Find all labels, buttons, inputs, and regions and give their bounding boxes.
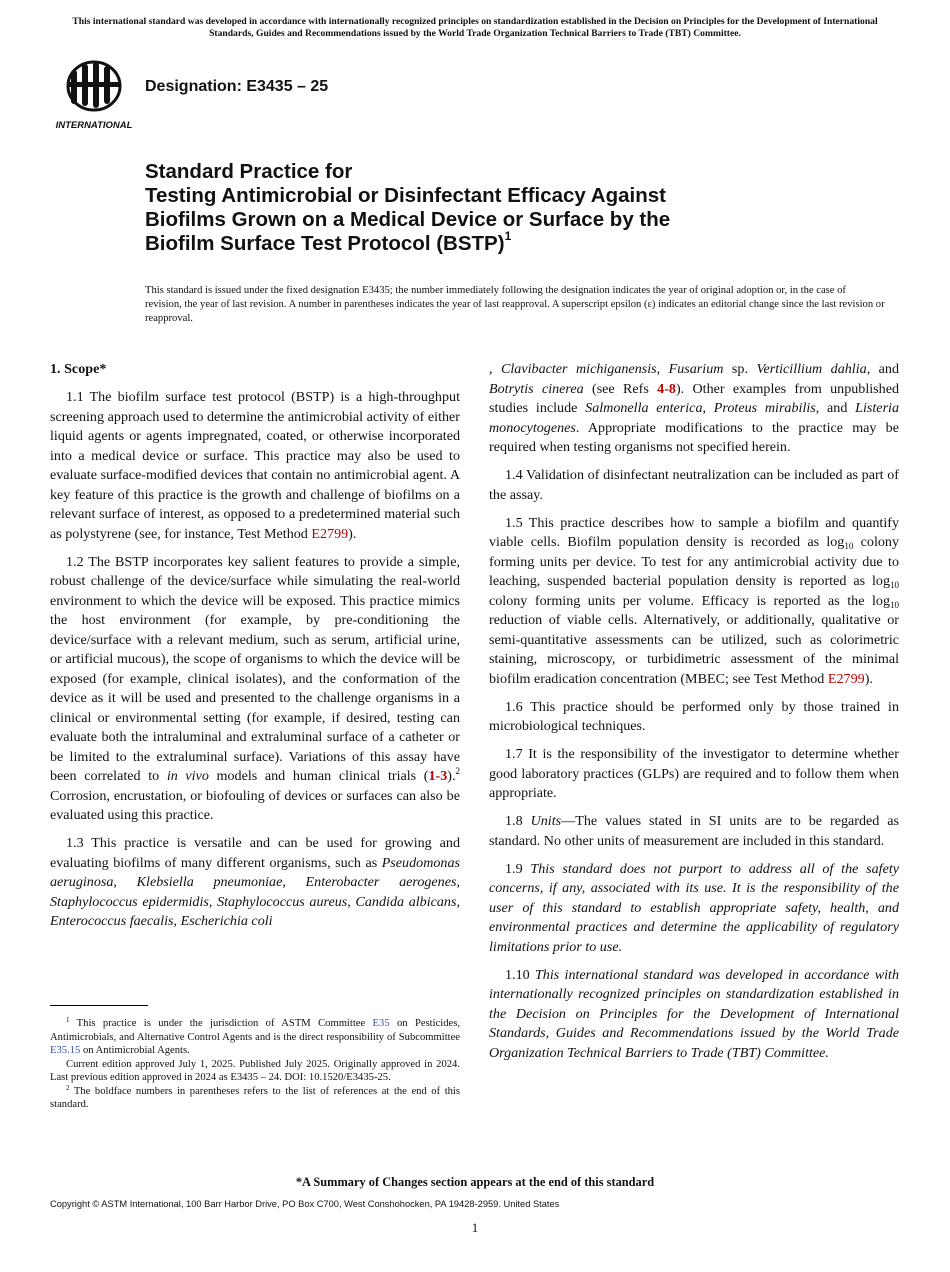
- section-heading: 1. Scope*: [50, 361, 107, 377]
- paragraph-1-4: 1.4 Validation of disinfectant neutralization can be included as part of the assay.: [489, 467, 899, 503]
- footnote-divider: [50, 1005, 148, 1006]
- paragraph-1-3-cont: , Clavibacter michiganensis, Fusarium sp. Verticillium dahlia, and Botrytis cinerea (see Refs 4-8). Other examples from unpublished studies include Salmonella enterica, Proteus mirabilis, and Listeria monocytogenes. Appropriate modifications to the practice may be required when testing organisms not specified herein.: [489, 361, 900, 455]
- document-title: [145, 160, 845, 256]
- logo-text: INTERNATIONAL: [55, 120, 133, 131]
- paragraph-1-9: 1.9 This standard does not purport to address all of the safety concerns, if any, associated with its use. It is the responsibility of the user of this standard to establish appropriate safety, health, and environmental practices and determine the applicability of regulatory limitations prior to use.: [489, 860, 900, 955]
- paragraph-1-3-start: 1.3 This practice is versatile and can be used for growing and evaluating biofilms of many different organisms, such as Pseudomonas aeruginosa, Klebsiella pneumoniae, Enterobacter aerogenes, Staphylococcus epidermidis, Staphylococcus aureus, Candida albicans, Enterococcus faecalis, Escherichia coli: [50, 835, 460, 929]
- title-line-1: Standard Practice for: [145, 160, 353, 183]
- paragraph-1-1: 1.1 The biofilm surface test protocol (BSTP) is a high-throughput screening approach used to determine the antimicrobial activity of either liquid agents or agents impregnated, coated, or otherwise incorporated into a medical device or surface. This practice may also be used to evaluate surface-modified devices that contain no antimicrobial agent. A key feature of this practice is the growth and challenge of biofilms on a relevant surface of interest, as opposed to a predetermined material such as polystyrene (see, for instance, Test Method E2799).: [50, 389, 460, 542]
- copyright: Copyright © ASTM International, 100 Barr Harbor Drive, PO Box C700, West Conshohocken, PA 19428-2959. United States: [50, 1199, 560, 1209]
- tbt-banner: This international standard was developed in accordance with internationally recognized principles on standardization established in the Decision on Principles for the Development of International Standards, Guides and Recommendations issued by the World Trade Organization Technical Barriers to Trade (TBT) Committee.: [72, 16, 878, 39]
- title-line-4: Biofilm Surface Test Protocol (BSTP)$^1$: [145, 229, 512, 255]
- issue-statement: This standard is issued under the fixed designation E3435; the number immediately following the designation indicates the year of original adoption or, in the case of revision, the year of last revision. A number in parentheses indicates the year of last reapproval. A superscript epsilon (ε) indicates an editorial change since the last revision or reapproval.: [145, 285, 885, 324]
- paragraph-1-5: 1.5 This practice describes how to sample a biofilm and quantify viable cells. Biofilm population density is recorded as $\log_{10}$ colony forming units per device. To test for any antimicrobial activity due to leaching, suspended bacterial population density is reported as $\log_{10}$ colony forming units per volume. Efficacy is reported as the $\log_{10}$ reduction of viable cells. Alternatively, or additionally, qualitative or semi-quantitative assessments can be utilized, such as colorimetric staining, microscopy, or turbidimetric assessment of the minimal biofilm eradication concentration (MBEC; see Test Method E2799).: [489, 514, 900, 687]
- paragraph-1-10: 1.10 This international standard was developed in accordance with internationally recognized principles on standardization established in the Decision on Principles for the Development of International Standards, Guides and Recommendations issued by the World Trade Organization Technical Barriers to Trade (TBT) Committee.: [489, 966, 900, 1061]
- right-column: [489, 360, 899, 1072]
- link-e35[interactable]: E35: [372, 1018, 390, 1029]
- astm-logo-icon: [54, 56, 134, 132]
- link-e2799-2[interactable]: E2799: [827, 670, 865, 687]
- title-line-2: Testing Antimicrobial or Disinfectant Efficacy Against: [145, 184, 666, 207]
- footnote-mark-2: 2: [455, 766, 460, 776]
- paragraph-1-2: 1.2 The BSTP incorporates key salient features to provide a simple, robust challenge of the device/surface while simulating the real-world environment to which the device will be exposed. This practice mimics the host environment (for example, by pre-conditioning the device/surface with a relevant medium, such as serum, artificial urine, or artificial mucous), the scope of organisms to which the device will be exposed (for example, clinical isolates), and the conformation of the device as it will be used and presented to the challenge organisms in a clinical or environmental setting (for example, if desired, testing can evaluate both the intraluminal and extraluminal surface of a catheter or be limited to the extraluminal surface). Variations of this assay have been correlated to in vivo models and human clinical trials (1-3).$^2$ Corrosion, encrustation, or biofouling of devices or surfaces can also be evaluated using this practice.: [50, 553, 460, 823]
- footnote-1: $^1$ This practice is under the jurisdiction of ASTM Committee E35 on Pesticides, Antimicrobials, and Alternative Control Agents and is the direct responsibility of Subcommittee E35.15 on Antimicrobial Agents.: [50, 1016, 460, 1056]
- paragraph-1-7: 1.7 It is the responsibility of the investigator to determine whether good laboratory practices (GLPs) are required and to follow them when appropriate.: [489, 746, 899, 801]
- paragraph-1-8: 1.8 Units—The values stated in SI units are to be regarded as standard. No other units of measurement are included in this standard.: [489, 813, 899, 849]
- page-number: 1: [471, 1220, 479, 1235]
- footnote-2: $^2$ The boldface numbers in parentheses refers to the list of references at the end of this standard.: [50, 1083, 460, 1110]
- paragraph-1-6: 1.6 This practice should be performed only by those trained in microbiological techniques.: [489, 698, 899, 734]
- left-column: [50, 360, 460, 940]
- link-ref-4-8[interactable]: 4-8: [657, 380, 676, 397]
- link-ref-1-3[interactable]: 1-3: [428, 768, 448, 784]
- title-line-3: Biofilms Grown on a Medical Device or Surface by the: [145, 208, 671, 231]
- link-e35-15[interactable]: E35.15: [50, 1045, 81, 1056]
- link-e2799[interactable]: E2799: [311, 525, 349, 542]
- summary-of-changes-note: *A Summary of Changes section appears at the end of this standard: [295, 1175, 655, 1189]
- title-footnote-mark: 1: [504, 229, 512, 243]
- designation: Designation: E3435 – 25: [145, 78, 329, 95]
- footnotes: [50, 1017, 460, 1112]
- footnote-edition: Current edition approved July 1, 2025. Published July 2025. Originally approved in 2024. Last previous edition approved in 2024 as E3435 – 24. DOI: 10.1520/E3435-25.: [50, 1058, 460, 1083]
